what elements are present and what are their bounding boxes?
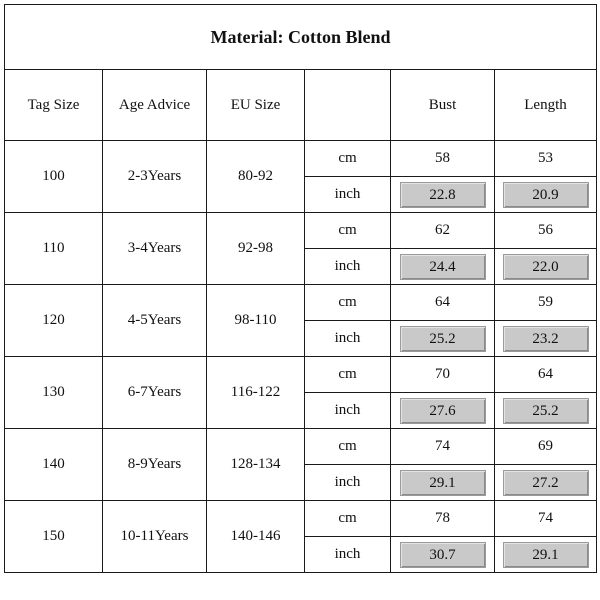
- length-cm-cell: 59: [495, 285, 597, 321]
- bust-inch-cell: [391, 537, 495, 573]
- tag-size-cell: 120: [5, 285, 103, 357]
- bust-inch-value: 30.7: [400, 542, 486, 568]
- eu-size-cell: 98-110: [207, 285, 305, 357]
- length-inch-value: 29.1: [503, 542, 589, 568]
- table-row: [5, 357, 597, 393]
- header-length: Length: [495, 70, 597, 141]
- length-cm-cell: 74: [495, 501, 597, 537]
- tag-size-cell: 140: [5, 429, 103, 501]
- unit-cell-inch: inch: [305, 393, 391, 429]
- size-table: [4, 4, 597, 573]
- age-advice-cell: 6-7Years: [103, 357, 207, 429]
- bust-cm-cell: 58: [391, 141, 495, 177]
- unit-cell-cm: cm: [305, 213, 391, 249]
- bust-inch-value: 24.4: [400, 254, 486, 280]
- tag-size-cell: 130: [5, 357, 103, 429]
- bust-inch-value: 22.8: [400, 182, 486, 208]
- length-inch-cell: [495, 249, 597, 285]
- eu-size-cell: 128-134: [207, 429, 305, 501]
- age-advice-cell: 10-11Years: [103, 501, 207, 573]
- bust-inch-cell: [391, 321, 495, 357]
- eu-size-cell: 92-98: [207, 213, 305, 285]
- header-age-advice: Age Advice: [103, 70, 207, 141]
- eu-size-cell: 116-122: [207, 357, 305, 429]
- length-inch-cell: [495, 321, 597, 357]
- bust-inch-cell: [391, 393, 495, 429]
- length-cm-cell: 69: [495, 429, 597, 465]
- table-row: [5, 501, 597, 537]
- table-row: [5, 285, 597, 321]
- length-inch-cell: [495, 177, 597, 213]
- length-inch-value: 27.2: [503, 470, 589, 496]
- unit-cell-inch: inch: [305, 177, 391, 213]
- table-row: [5, 141, 597, 177]
- bust-cm-cell: 64: [391, 285, 495, 321]
- bust-inch-value: 25.2: [400, 326, 486, 352]
- length-inch-cell: [495, 465, 597, 501]
- unit-cell-cm: cm: [305, 141, 391, 177]
- bust-inch-value: 27.6: [400, 398, 486, 424]
- length-inch-value: 20.9: [503, 182, 589, 208]
- length-cm-cell: 64: [495, 357, 597, 393]
- size-chart: [4, 4, 596, 596]
- length-inch-value: 22.0: [503, 254, 589, 280]
- unit-cell-inch: inch: [305, 537, 391, 573]
- table-row: [5, 429, 597, 465]
- unit-cell-cm: cm: [305, 285, 391, 321]
- bust-inch-cell: [391, 465, 495, 501]
- age-advice-cell: 3-4Years: [103, 213, 207, 285]
- table-row: [5, 213, 597, 249]
- length-cm-cell: 56: [495, 213, 597, 249]
- unit-cell-cm: cm: [305, 501, 391, 537]
- length-inch-cell: [495, 393, 597, 429]
- header-bust: Bust: [391, 70, 495, 141]
- length-inch-value: 25.2: [503, 398, 589, 424]
- header-tag-size: Tag Size: [5, 70, 103, 141]
- header-row: [5, 70, 597, 141]
- header-eu-size: EU Size: [207, 70, 305, 141]
- bust-cm-cell: 62: [391, 213, 495, 249]
- eu-size-cell: 140-146: [207, 501, 305, 573]
- bust-inch-cell: [391, 249, 495, 285]
- length-inch-value: 23.2: [503, 326, 589, 352]
- unit-cell-cm: cm: [305, 357, 391, 393]
- table-title: Material: Cotton Blend: [5, 5, 597, 70]
- bust-inch-value: 29.1: [400, 470, 486, 496]
- unit-cell-cm: cm: [305, 429, 391, 465]
- bust-cm-cell: 70: [391, 357, 495, 393]
- header-unit: [305, 70, 391, 141]
- bust-inch-cell: [391, 177, 495, 213]
- tag-size-cell: 150: [5, 501, 103, 573]
- tag-size-cell: 110: [5, 213, 103, 285]
- unit-cell-inch: inch: [305, 321, 391, 357]
- unit-cell-inch: inch: [305, 249, 391, 285]
- age-advice-cell: 2-3Years: [103, 141, 207, 213]
- eu-size-cell: 80-92: [207, 141, 305, 213]
- length-cm-cell: 53: [495, 141, 597, 177]
- unit-cell-inch: inch: [305, 465, 391, 501]
- bust-cm-cell: 78: [391, 501, 495, 537]
- bust-cm-cell: 74: [391, 429, 495, 465]
- length-inch-cell: [495, 537, 597, 573]
- age-advice-cell: 4-5Years: [103, 285, 207, 357]
- age-advice-cell: 8-9Years: [103, 429, 207, 501]
- tag-size-cell: 100: [5, 141, 103, 213]
